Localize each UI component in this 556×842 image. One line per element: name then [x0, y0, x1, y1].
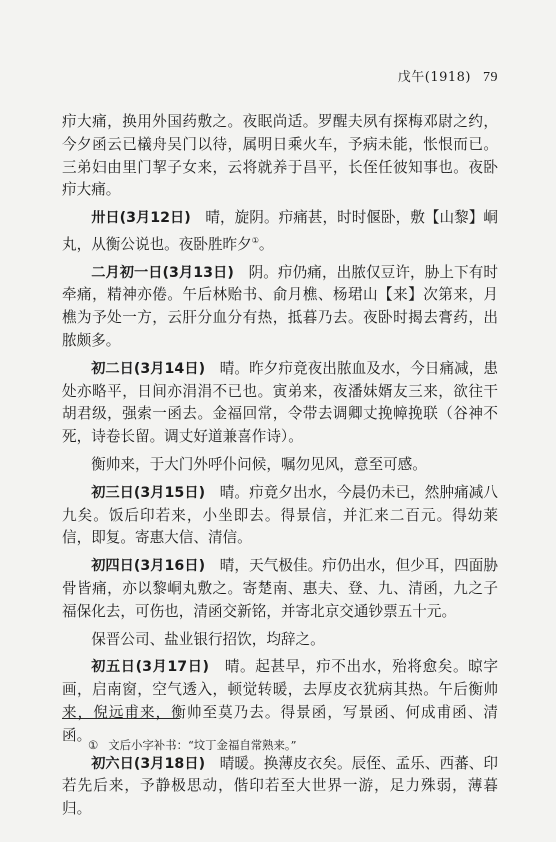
diary-paragraph	[62, 111, 498, 202]
entry-text: 阴。疖仍痛，出脓仅豆许，胁上下有时牵痛，精神亦倦。午后林贻书、俞月樵、杨珺山【来】次第来，月樵为予处一方，云肝分血分有热，抵暮乃去。夜卧时揭去膏药，出脓颇多。	[62, 263, 498, 350]
running-head	[398, 66, 498, 86]
entry-text: 晴，天气极佳。疖仍出水，但少耳，四面胁骨皆痛，亦以黎峒丸敷之。寄楚南、惠夫、登、九、清函，九之子福保化去，可伤也，清函交新铭，并寄北京交通钞票五十元。	[62, 557, 498, 620]
diary-entry	[62, 358, 498, 449]
diary-entry	[62, 482, 498, 550]
page-number: 79	[483, 70, 498, 85]
diary-entry	[62, 753, 498, 821]
entry-text: 晴。昨夕疖竟夜出脓血及水，今日痛减，患处亦略平，日间亦涓涓不已也。寅弟来，夜潘妹婿友三来，欲往干胡君级，强索一函去。金福回常，令带去调卿丈挽幛挽联（谷神不死，诗卷长留。调丈好道兼喜作诗）。	[62, 359, 498, 446]
paragraph-text: 疖大痛，换用外国药敷之。夜眠尚适。罗醒夫夙有探梅邓尉之约，今夕函云已檥舟吴门以待，属明日乘火车，予病未能，怅恨而已。三弟妇由里门挈子女来，云将就养于昌平，长侄任彼知事也。夜卧疖大痛。	[62, 113, 498, 199]
entry-date: 初三日(3月15日)	[91, 484, 206, 501]
paragraph-text: 保晋公司、盐业银行招饮，均辞之。	[91, 630, 325, 648]
paragraph-text: 衡帅来，于大门外呼仆问候，嘱勿见风，意至可感。	[91, 456, 427, 474]
diary-entry	[62, 262, 498, 353]
diary-entry	[62, 555, 498, 623]
footnote	[88, 737, 296, 753]
entry-date: 卅日(3月12日)	[91, 210, 191, 227]
entry-tail: 。	[258, 235, 274, 253]
footnote-text: 文后小字补书：“坟丁金福自常熟来。”	[108, 738, 297, 752]
entry-text: 晴。疖竟夕出水，今晨仍未已，然肿痛减八九矣。饭后印若来，小坐即去。得景信，并汇来二百元。得幼莱信，即复。寄惠大信、清信。	[62, 483, 498, 547]
running-title: 戊午(1918)	[397, 70, 471, 85]
diary-paragraph	[62, 629, 498, 652]
footnote-divider	[62, 718, 180, 719]
entry-date: 二月初一日(3月13日)	[91, 264, 234, 281]
entry-text: 晴。起甚早，疖不出水，殆将愈矣。晾字画，启南窗，空气透入，顿觉转暖，去厚皮衣犹病其热。午后衡帅来，倪远甫来，衡帅至莫乃去。得景函，写景函、何成甫函、清函。	[62, 658, 498, 744]
diary-paragraph	[62, 454, 498, 477]
entry-date: 初四日(3月16日)	[91, 558, 206, 575]
entry-date: 初六日(3月18日)	[91, 755, 206, 772]
diary-entry	[62, 207, 498, 256]
entry-date: 初五日(3月17日)	[91, 659, 210, 676]
entry-date: 初二日(3月14日)	[91, 360, 206, 377]
footnote-marker: ①	[251, 235, 259, 245]
entry-text: 晴暖。换薄皮衣矣。辰侄、孟乐、西蕃、印若先后来，予静极思动，偕印若至大世界一游，足力殊弱，薄暮归。	[62, 754, 498, 818]
footnote-mark: ①	[88, 738, 99, 752]
diary-entry	[62, 656, 498, 747]
entry-text: 晴，旋阴。疖痛甚，时时偃卧，敷【山黎】峒丸，从衡公说也。夜卧胜昨夕	[62, 209, 498, 253]
